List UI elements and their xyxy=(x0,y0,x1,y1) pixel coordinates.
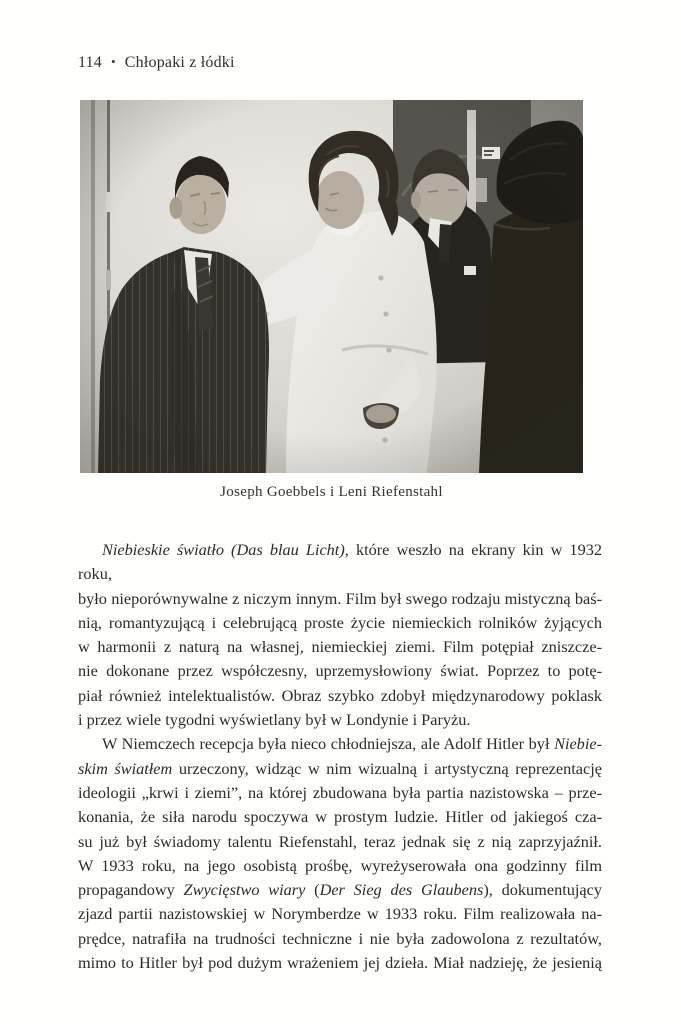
photo-illustration xyxy=(80,100,583,473)
italic-text-run: Niebieskie światło (Das blau Licht) xyxy=(102,540,345,559)
italic-text-run: Zwycięstwo wiary xyxy=(183,880,306,900)
text-line xyxy=(78,781,602,805)
text-line xyxy=(78,684,602,708)
text-run: propagandowy xyxy=(78,880,184,900)
paragraph xyxy=(78,732,602,975)
text-run: W Niemczech recepcja była nieco chłodniejsza, ale Adolf Hitler był xyxy=(102,734,555,754)
text-line xyxy=(78,659,602,683)
italic-text-run: Niebie- xyxy=(554,734,602,754)
text-line xyxy=(78,830,602,854)
photo xyxy=(80,100,583,473)
text-run: nie dokonane przez współczesny, uprzemysłowiony świat. Poprzez to potę- xyxy=(78,661,602,681)
text-line xyxy=(78,854,602,878)
text-line xyxy=(78,951,602,975)
text-run: i przez wiele tygodni wyświetlany był w Londynie i Paryżu. xyxy=(78,710,471,730)
text-run: w harmonii z naturą na własnej, niemieckiej ziemi. Film potępiał zniszcze- xyxy=(78,637,602,657)
text-line xyxy=(78,805,602,829)
text-run: ( xyxy=(305,880,320,900)
body-text xyxy=(78,538,602,975)
running-header xyxy=(78,54,235,72)
photo-caption: Joseph Goebbels i Leni Riefenstahl xyxy=(220,484,443,500)
page-number: 114 xyxy=(78,54,103,71)
photo-vignette xyxy=(80,100,583,473)
italic-text-run: Der Sieg des Glaubens xyxy=(319,880,484,900)
text-run: su już był świadomy talentu Riefenstahl, teraz jednak się z nią zaprzyjaźnił. xyxy=(78,831,602,851)
text-line xyxy=(78,732,602,756)
text-run: mimo to Hitler był pod dużym wrażeniem jej dzieła. Miał nadzieję, że jesienią xyxy=(78,953,602,973)
text-run: zjazd partii nazistowskiej w Norymberdze w 1933 roku. Film realizowała na- xyxy=(78,904,602,924)
text-run: prędce, natrafiła na trudności techniczne i nie była zadowolona z rezultatów, xyxy=(78,928,602,948)
text-line xyxy=(78,757,602,781)
text-run: piał również intelektualistów. Obraz szybko zdobył międzynarodowy poklask xyxy=(78,685,602,705)
italic-text-run: skim światłem xyxy=(78,758,173,778)
text-line xyxy=(78,538,602,587)
text-run: było nieporównywalne z niczym innym. Film był swego rodzaju mistyczną baś- xyxy=(78,588,602,608)
paragraph xyxy=(78,538,602,732)
text-run: W 1933 roku, na jego osobistą prośbę, wyreżyserowała ona godzinny film xyxy=(78,855,602,875)
text-run: , które weszło na ekrany kin w 1932 roku, xyxy=(78,540,602,584)
text-run: nią, romantyzującą i celebrującą proste życie niemieckich rolników żyjących xyxy=(78,612,602,632)
text-run: ideologii „krwi i ziemi”, na której zbudowana była partia nazistowska – prze- xyxy=(78,782,602,802)
text-line xyxy=(78,708,602,732)
text-line xyxy=(78,587,602,611)
text-run: urzeczony, widząc w nim wizualną i artystyczną reprezentację xyxy=(172,758,602,778)
text-line xyxy=(78,878,602,902)
text-line xyxy=(78,927,602,951)
text-run: konania, że siła narodu spoczywa w prostym ludzie. Hitler od jakiegoś cza- xyxy=(78,807,602,827)
text-line xyxy=(78,611,602,635)
text-run: ), dokumentujący xyxy=(483,880,602,900)
text-line xyxy=(78,902,602,926)
book-title: Chłopaki z łódki xyxy=(124,54,235,71)
header-separator-bullet: • xyxy=(111,54,116,69)
text-line xyxy=(78,635,602,659)
